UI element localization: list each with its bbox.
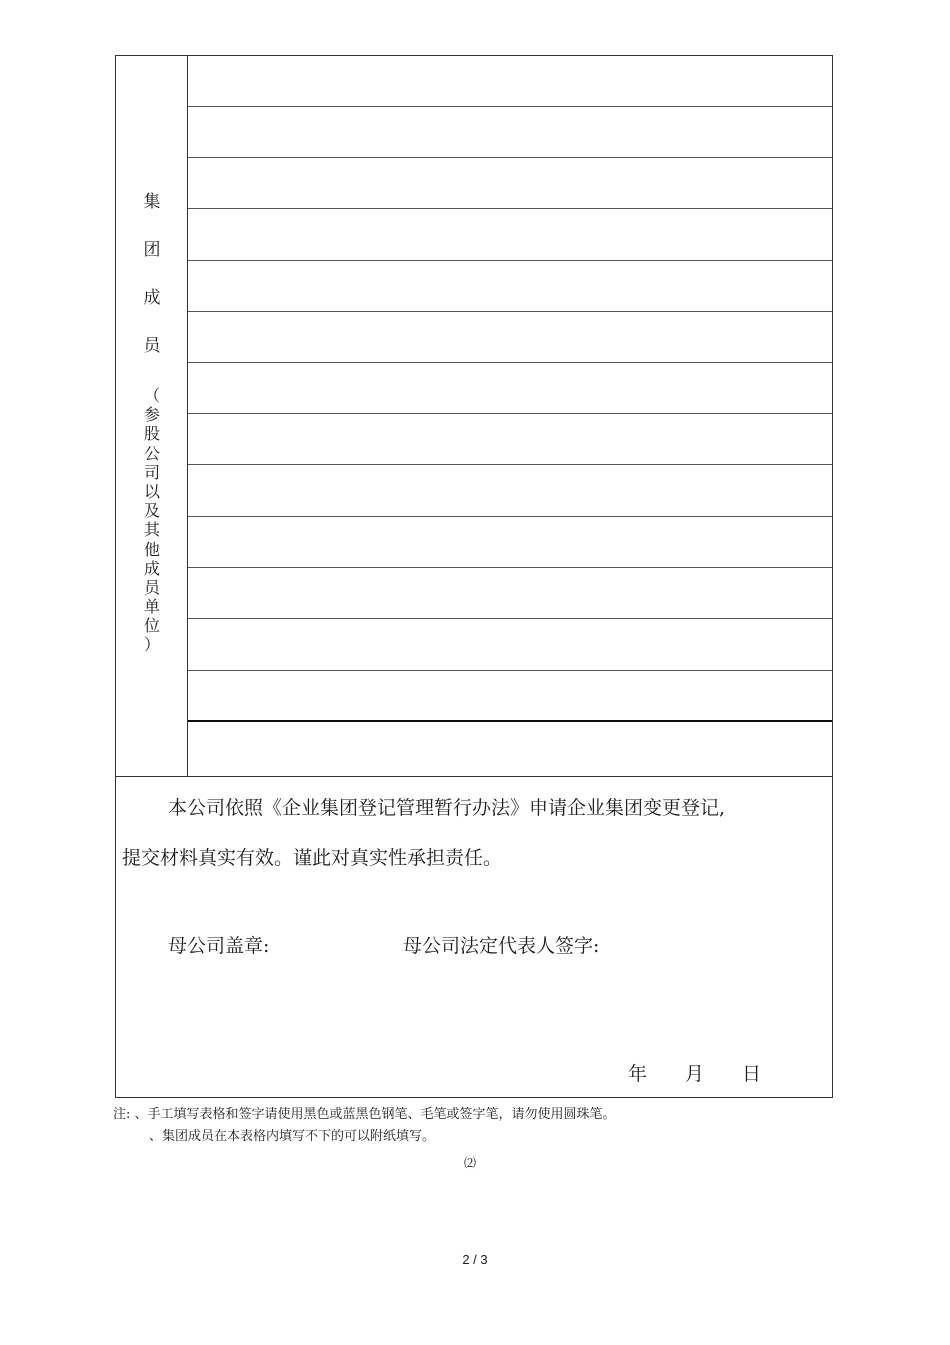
seal-field[interactable]	[168, 931, 269, 958]
members-label-char: 员	[143, 336, 161, 356]
sublabel-char: 单	[143, 597, 160, 617]
sublabel-char: ）	[143, 635, 160, 655]
member-row[interactable]	[188, 363, 832, 414]
note-line: 、集团成员在本表格内填写不下的可以附纸填写。	[149, 1129, 436, 1144]
members-label-char: 团	[143, 240, 161, 260]
members-label-char: 成	[143, 288, 161, 308]
declaration-section	[116, 776, 832, 1097]
sublabel-char: 他	[143, 539, 160, 559]
members-sublabel	[116, 386, 188, 655]
page-number: 2 / 3	[462, 1252, 488, 1267]
date-year-label: 年	[628, 1063, 648, 1085]
sublabel-char: （	[143, 386, 160, 405]
member-row[interactable]	[188, 517, 832, 568]
sublabel-char: 位	[143, 616, 160, 636]
member-row[interactable]	[188, 210, 832, 261]
member-row[interactable]	[188, 261, 832, 312]
sublabel-char: 成	[143, 558, 160, 578]
form-notes	[113, 1104, 616, 1148]
member-row[interactable]	[188, 723, 832, 776]
sublabel-char: 员	[143, 577, 160, 597]
note-line: 注: 、手工填写表格和签字请使用黑色或蓝黑色钢笔、毛笔或签字笔，请勿使用圆珠笔。	[113, 1107, 616, 1122]
form-page-marker: ⑵	[464, 1156, 477, 1170]
member-row[interactable]	[188, 620, 832, 671]
member-row[interactable]	[188, 56, 832, 107]
date-day-label: 日	[742, 1063, 762, 1085]
members-form-table	[115, 55, 833, 1098]
members-label-column	[116, 56, 188, 776]
sublabel-char: 公	[143, 443, 160, 463]
members-label	[116, 178, 188, 370]
sublabel-char: 股	[143, 424, 160, 444]
members-label-char: 集	[143, 192, 161, 212]
member-row[interactable]	[188, 158, 832, 209]
sublabel-char: 及	[143, 501, 160, 521]
signature-field[interactable]	[403, 931, 599, 958]
member-row[interactable]	[188, 414, 832, 465]
declaration-text-line1: 本公司依照《企业集团登记管理暂行办法》申请企业集团变更登记,	[168, 797, 726, 819]
member-row[interactable]	[188, 107, 832, 158]
member-rows	[188, 56, 832, 776]
signature-label: 母公司法定代表人签字:	[403, 935, 600, 957]
member-row[interactable]	[188, 568, 832, 619]
declaration-text-line2: 提交材料真实有效。谨此对真实性承担责任。	[122, 847, 503, 869]
member-row[interactable]	[188, 671, 832, 722]
member-row[interactable]	[188, 466, 832, 517]
sublabel-char: 司	[143, 462, 160, 482]
sublabel-char: 参	[143, 405, 160, 425]
sublabel-char: 以	[143, 481, 160, 501]
member-row[interactable]	[188, 312, 832, 363]
sublabel-char: 其	[143, 520, 160, 540]
date-field[interactable]	[628, 1059, 761, 1086]
seal-label: 母公司盖章:	[168, 935, 270, 957]
date-month-label: 月	[685, 1063, 705, 1085]
